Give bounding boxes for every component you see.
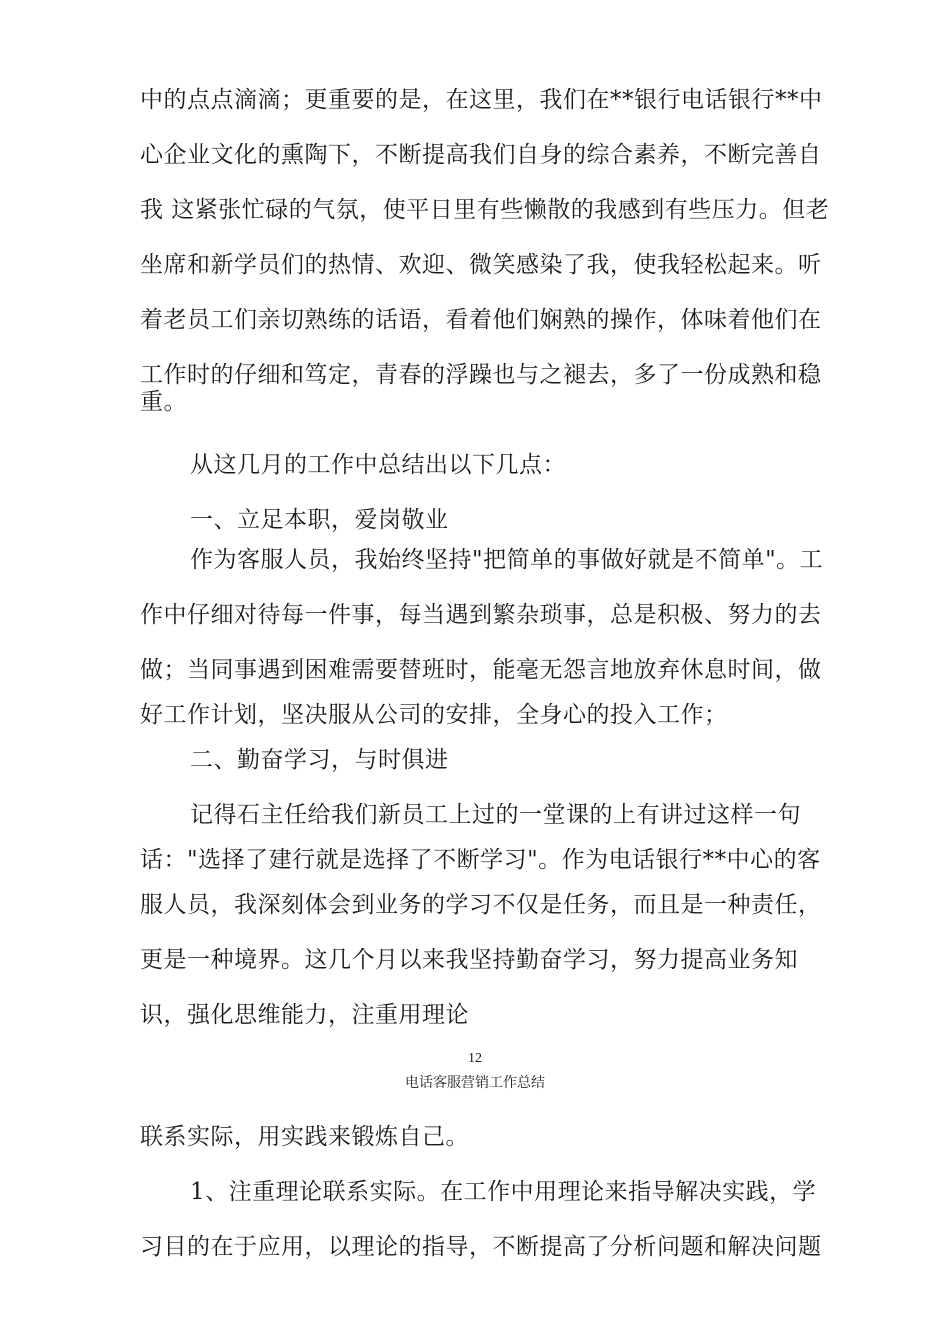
text-line: 中的点点滴滴；更重要的是，在这里，我们在**银行电话银行**中 — [140, 87, 823, 113]
text-line: 作中仔细对待每一件事，每当遇到繁杂琐事，总是积极、努力的去 — [140, 602, 822, 628]
text-line: 识，强化思维能力，注重用理论 — [140, 1002, 469, 1028]
paragraph-intro: 从这几月的工作中总结出以下几点： — [190, 452, 566, 478]
section-heading-1: 一、立足本职，爱岗敬业 — [190, 507, 449, 533]
page-number: 12 — [468, 1051, 482, 1066]
text-line: 1、注重理论联系实际。在工作中用理论来指导解决实践，学 — [190, 1179, 817, 1205]
text-line: 做；当同事遇到困难需要替班时，能毫无怨言地放弃休息时间，做 — [140, 657, 822, 683]
running-header: 电话客服营销工作总结 — [405, 1076, 545, 1091]
text-line: 习目的在于应用，以理论的指导，不断提高了分析问题和解决问题 — [140, 1234, 822, 1260]
text-line: 服人员，我深刻体会到业务的学习不仅是任务，而且是一种责任， — [140, 892, 822, 918]
text-line: 好工作计划，坚决服从公司的安排，全身心的投入工作； — [140, 702, 728, 728]
text-line: 作为客服人员，我始终坚持"把简单的事做好就是不简单"。工 — [190, 547, 824, 573]
text-line: 记得石主任给我们新员工上过的一堂课的上有讲过这样一句 — [190, 802, 801, 828]
text-line: 话："选择了建行就是选择了不断学习"。作为电话银行**中心的客 — [140, 847, 821, 873]
section-heading-2: 二、勤奋学习，与时俱进 — [190, 747, 449, 773]
text-line: 我 这紧张忙碌的气氛，使平日里有些懒散的我感到有些压力。但老 — [140, 197, 830, 223]
text-line: 更是一种境界。这几个月以来我坚持勤奋学习，努力提高业务知 — [140, 947, 798, 973]
text-line: 工作时的仔细和笃定，青春的浮躁也与之褪去，多了一份成熟和稳 — [140, 362, 822, 388]
text-line: 心企业文化的熏陶下，不断提高我们自身的综合素养，不断完善自 — [140, 142, 822, 168]
text-line: 重。 — [140, 389, 187, 415]
text-line: 着老员工们亲切熟练的话语，看着他们娴熟的操作，体味着他们在 — [140, 307, 822, 333]
text-line: 联系实际，用实践来锻炼自己。 — [140, 1124, 469, 1150]
text-line: 坐席和新学员们的热情、欢迎、微笑感染了我，使我轻松起来。听 — [140, 252, 822, 278]
